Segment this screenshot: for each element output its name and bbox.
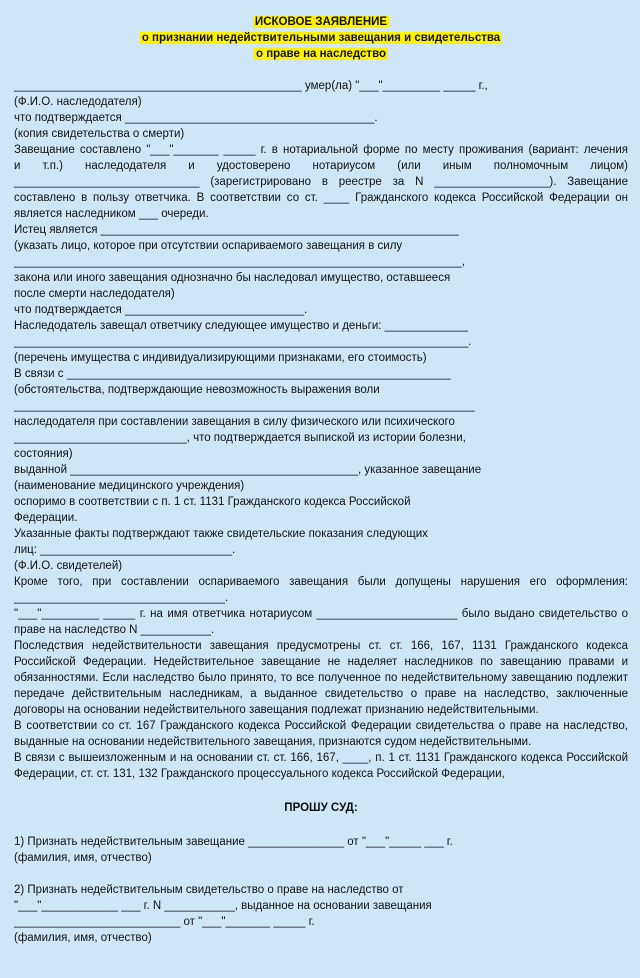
request-item: 2) Признать недействительным свидетельство о праве на наследство от (14, 884, 404, 896)
request-item: "___"____________ ___ г. N ___________, выданное на основании завещания (14, 900, 432, 912)
document-header (14, 14, 628, 62)
request-note: (фамилия, имя, отчество) (14, 852, 152, 864)
text-line: (Ф.И.О. наследодателя) (14, 96, 142, 108)
text-line: (указать лицо, которое при отсутствии оспариваемого завещания в силу (14, 240, 403, 252)
text-line: Федерации. (14, 512, 78, 524)
text-line: (перечень имущества с индивидуализирующими признаками, его стоимость) (14, 352, 427, 364)
text-line: _____________________________________________ умер(ла) "___"_________ _____ г., (14, 80, 488, 92)
request-list (14, 834, 628, 946)
text-line: составлено в пользу ответчика. В соответствии со ст. ____ Гражданского кодекса Российской Федерации он (14, 192, 628, 204)
text-line: Наследодатель завещал ответчику следующее имущество и деньги: _____________ (14, 320, 468, 332)
text-line: Указанные факты подтверждают также свидетельские показания следующих (14, 528, 428, 540)
text-line: Кроме того, при составлении оспариваемого завещания были допущены нарушения его оформления: (14, 576, 628, 588)
paragraph: Последствия недействительности завещания предусмотрены ст. ст. 166, 167, 1131 Гражданского кодекса Российской Федерации. Недействительное завещание не наделяет наследников по завещанию правами и обязанностями. Если наследство было принято, то все полученное по недействительному завещанию подлежит передаче действительным наследникам, а выданное свидетельство о праве на наследство, заключенные договоры на основании недействительного завещания подлежат признанию недействительными. (14, 640, 628, 716)
text-line: праве на наследство N ___________. (14, 624, 215, 636)
text-line: ________________________________________________________________________ (14, 400, 475, 412)
text-line: что подтверждается ____________________________. (14, 304, 308, 316)
text-line: является наследником ___ очереди. (14, 208, 209, 220)
text-line: выданной _____________________________________________, указанное завещание (14, 464, 482, 476)
text-line: _________________________________. (14, 592, 229, 604)
text-line: _______________________________________________________________________. (14, 336, 472, 348)
text-line: (наименование медицинского учреждения) (14, 480, 245, 492)
request-note: (фамилия, имя, отчество) (14, 932, 152, 944)
text-line: после смерти наследодателя) (14, 288, 175, 300)
text-line: Истец является ________________________________________________________ (14, 224, 459, 236)
text-line: _____________________________ (зарегистрировано в реестре за N __________________). Завещание (14, 176, 628, 188)
text-line: наследодателя при составлении завещания в силу физического или психического (14, 416, 455, 428)
text-line: В связи с ____________________________________________________________ (14, 368, 451, 380)
request-item: __________________________ от "___"_______ _____ г. (14, 916, 315, 928)
text-line: состояния) (14, 448, 73, 460)
text-line: ___________________________, что подтверждается выпиской из истории болезни, (14, 432, 466, 444)
text-line: (копия свидетельства о смерти) (14, 128, 185, 140)
document-body (14, 78, 628, 782)
text-line: ______________________________________________________________________, (14, 256, 465, 268)
text-line: что подтверждается _______________________________________. (14, 112, 378, 124)
text-line: "___"_________ _____ г. на имя ответчика нотариусом ______________________ было выдано свидетельство о (14, 608, 628, 620)
paragraph: В связи с вышеизложенным и на основании ст. ст. 166, 167, ____, п. 1 ст. 1131 Гражданского кодекса Российской Федерации, ст. ст. 131, 132 Гражданского процессуального кодекса Российской Федерации, (14, 752, 628, 780)
text-line: и т.п.) наследодателя и удостоверено нотариусом (или иным полномочным лицом) (14, 160, 628, 172)
document-title: ИСКОВОЕ ЗАЯВЛЕНИЕ (254, 16, 388, 28)
paragraph: В соответствии со ст. 167 Гражданского кодекса Российской Федерации свидетельства о праве на наследство, выданные на основании недействительного завещания, признаются судом недействительными. (14, 720, 628, 748)
text-line: оспоримо в соответствии с п. 1 ст. 1131 Гражданского кодекса Российской (14, 496, 411, 508)
text-line: (Ф.И.О. свидетелей) (14, 560, 123, 572)
text-line: закона или иного завещания однозначно бы наследовал имущество, оставшееся (14, 272, 451, 284)
document-subtitle-2: о праве на наследство (255, 48, 387, 60)
text-line: Завещание составлено "___"_______ _____ г. в нотариальной форме по месту проживания (вариант: лечения (14, 144, 628, 156)
text-line: лиц: ______________________________. (14, 544, 236, 556)
document-subtitle-1: о признании недействительными завещания и свидетельства (141, 32, 501, 44)
request-item: 1) Признать недействительным завещание _______________ от "___"_____ ___ г. (14, 836, 453, 848)
request-heading: ПРОШУ СУД: (284, 802, 358, 814)
text-line: (обстоятельства, подтверждающие невозможность выражения воли (14, 384, 380, 396)
